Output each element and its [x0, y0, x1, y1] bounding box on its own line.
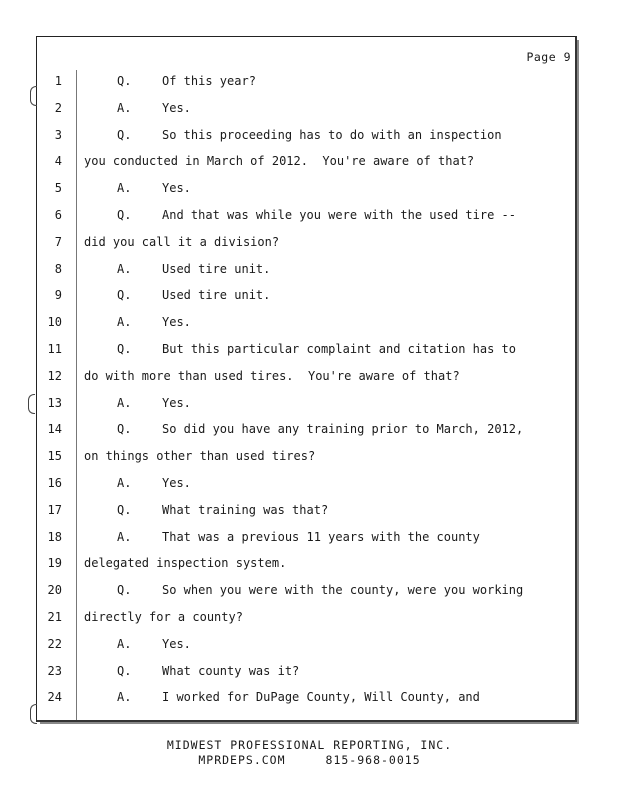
transcript-line — [0, 530, 600, 550]
testimony-text: So did you have any training prior to March, 2012, — [162, 422, 524, 437]
transcript-line — [0, 342, 600, 362]
transcript-line — [0, 476, 600, 496]
speaker-label: A. — [117, 690, 132, 705]
transcript-line — [0, 74, 600, 94]
testimony-text: Yes. — [162, 100, 191, 115]
speaker-label: Q. — [117, 663, 132, 678]
speaker-label: Q. — [117, 208, 132, 222]
line-number: 15 — [47, 449, 62, 464]
continuation-text: on things other than used tires? — [84, 449, 316, 464]
footer-contact — [0, 753, 619, 767]
transcript-line — [0, 262, 600, 282]
line-number: 11 — [47, 342, 62, 356]
transcript-line — [0, 235, 600, 255]
speaker-label: Q. — [117, 583, 132, 598]
testimony-text: What county was it? — [162, 663, 300, 678]
testimony-text: Used tire unit. — [162, 261, 271, 276]
testimony-text: Yes. — [162, 181, 191, 196]
testimony-text: Yes. — [162, 315, 191, 330]
transcript-line — [0, 583, 600, 603]
testimony-text: But this particular complaint and citation has to — [162, 342, 517, 356]
speaker-label: A. — [117, 529, 132, 544]
testimony-text: Used tire unit. — [162, 288, 271, 303]
line-number: 24 — [47, 690, 62, 705]
speaker-label: A. — [117, 100, 132, 115]
line-number: 12 — [47, 368, 62, 383]
testimony-text: Yes. — [162, 395, 191, 410]
footer-phone: 815-968-0015 — [325, 753, 421, 767]
line-number: 23 — [47, 663, 62, 678]
testimony-text: Of this year? — [162, 74, 256, 88]
testimony-text: Yes. — [162, 476, 191, 490]
transcript-line — [0, 154, 600, 174]
transcript-line — [0, 610, 600, 630]
speaker-label: A. — [117, 476, 132, 490]
continuation-text: directly for a county? — [84, 610, 243, 624]
speaker-label: Q. — [117, 127, 132, 142]
continuation-text: you conducted in March of 2012. You're aware of that? — [84, 154, 475, 169]
testimony-text: And that was while you were with the used tire -- — [162, 208, 517, 222]
line-number: 16 — [47, 476, 62, 490]
transcript-line — [0, 315, 600, 335]
testimony-text: So when you were with the county, were you working — [162, 583, 524, 598]
line-number: 20 — [47, 583, 62, 598]
transcript-line — [0, 369, 600, 389]
line-number: 6 — [54, 208, 62, 222]
speaker-label: A. — [117, 315, 132, 330]
transcript-line — [0, 181, 600, 201]
line-number: 8 — [54, 261, 62, 276]
line-number: 5 — [54, 181, 62, 196]
transcript-line — [0, 503, 600, 523]
testimony-text: So this proceeding has to do with an inspection — [162, 127, 502, 142]
transcript-line — [0, 128, 600, 148]
line-number: 13 — [47, 395, 62, 410]
transcript-line — [0, 556, 600, 576]
testimony-text: I worked for DuPage County, Will County, and — [162, 690, 480, 705]
transcript-line — [0, 690, 600, 710]
transcript-line — [0, 637, 600, 657]
testimony-text: Yes. — [162, 636, 191, 651]
line-number: 2 — [54, 100, 62, 115]
testimony-text: That was a previous 11 years with the county — [162, 529, 480, 544]
line-number: 10 — [47, 315, 62, 330]
line-number: 17 — [47, 502, 62, 517]
line-number: 22 — [47, 636, 62, 651]
continuation-text: delegated inspection system. — [84, 556, 287, 571]
line-number: 21 — [47, 610, 62, 624]
line-number: 3 — [54, 127, 62, 142]
footer-company: MIDWEST PROFESSIONAL REPORTING, INC. — [166, 738, 453, 752]
speaker-label: Q. — [117, 288, 132, 303]
line-number: 19 — [47, 556, 62, 571]
transcript-line — [0, 664, 600, 684]
line-number: 7 — [54, 234, 62, 249]
line-number: 9 — [54, 288, 62, 303]
footer-website: MPRDEPS.COM — [198, 753, 286, 767]
transcript-line — [0, 449, 600, 469]
line-number: 4 — [54, 154, 62, 169]
speaker-label: A. — [117, 636, 132, 651]
speaker-label: Q. — [117, 422, 132, 437]
transcript-line — [0, 101, 600, 121]
speaker-label: Q. — [117, 74, 132, 88]
line-number: 18 — [47, 529, 62, 544]
speaker-label: Q. — [117, 342, 132, 356]
page-shadow-bottom — [40, 722, 579, 724]
continuation-text: did you call it a division? — [84, 234, 280, 249]
speaker-label: A. — [117, 395, 132, 410]
page-number: Page 9 — [526, 50, 571, 64]
transcript-line — [0, 288, 600, 308]
speaker-label: Q. — [117, 502, 132, 517]
transcript-line — [0, 208, 600, 228]
transcript-line — [0, 396, 600, 416]
line-number: 1 — [54, 74, 62, 88]
speaker-label: A. — [117, 181, 132, 196]
testimony-text: What training was that? — [162, 502, 329, 517]
line-number: 14 — [47, 422, 62, 437]
continuation-text: do with more than used tires. You're aware of that? — [84, 368, 460, 383]
transcript-line — [0, 422, 600, 442]
speaker-label: A. — [117, 261, 132, 276]
